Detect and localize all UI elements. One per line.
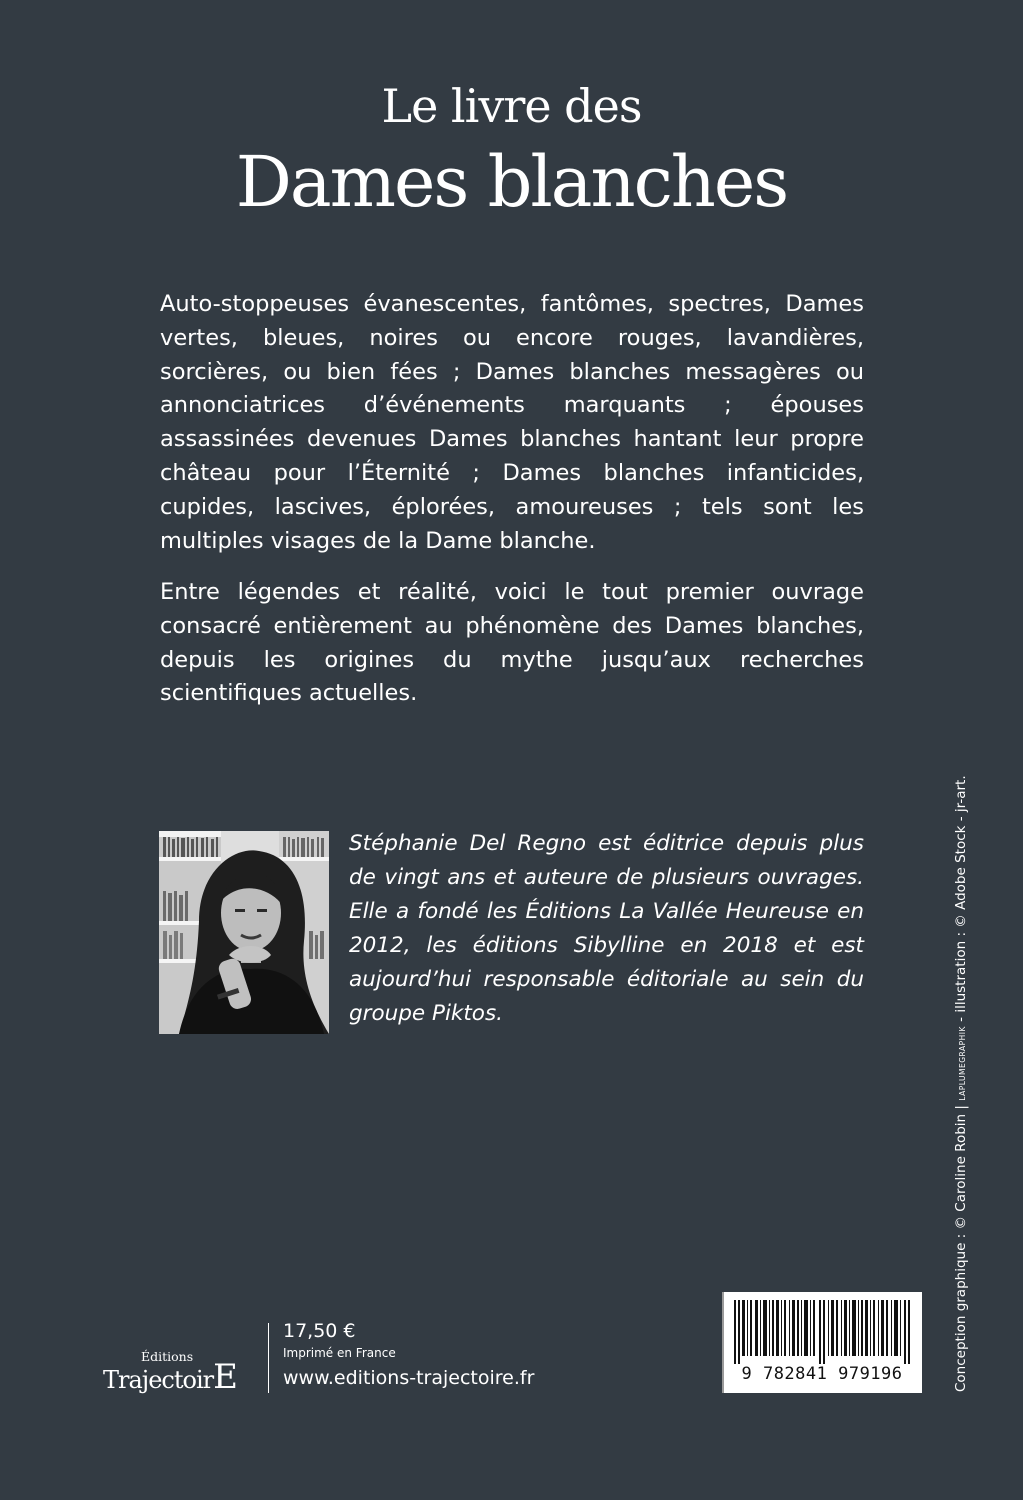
logo-wordmark-main: Trajectoir bbox=[103, 1366, 214, 1394]
logo-wordmark-end: E bbox=[213, 1357, 237, 1397]
publisher-website: www.editions-trajectoire.fr bbox=[283, 1367, 535, 1389]
author-photo bbox=[159, 831, 329, 1034]
price: 17,50 € bbox=[283, 1320, 356, 1342]
barcode-bars bbox=[734, 1300, 912, 1364]
credits-text-before: Conception graphique : © Caroline Robin | bbox=[953, 1100, 969, 1392]
logo-editions-label: Éditions bbox=[141, 1349, 194, 1364]
credits-studio: LAPLUMEGRAPHIK bbox=[958, 1026, 967, 1101]
credits-text-after: - illustration : © Adobe Stock - jr-art. bbox=[953, 775, 969, 1027]
blurb-paragraph-2: Entre légendes et réalité, voici le tout premier ouvrage consacré entièrement au phénomène des Dames blanches, depuis les origines du mythe jusqu’aux recherches scientifiques actuelles. bbox=[160, 579, 864, 707]
blurb-paragraph-1: Auto-stoppeuses évanescentes, fantômes, spectres, Dames vertes, bleues, noires ou encore rouges, lavandières, sorcières, ou bien fées ; Dames blanches messagères ou annonciatrices d’événements marquants ; épouses assassinées devenues Dames blanches hantant leur propre château pour l’Éternité ; Dames blanches infanticides, cupides, lascives, éplorées, amoureuses ; tels sont les multiples visages de la Dame blanche. bbox=[160, 291, 864, 554]
barcode bbox=[722, 1292, 922, 1393]
printed-in: Imprimé en France bbox=[283, 1346, 396, 1360]
isbn-number: 9 782841 979196 bbox=[741, 1364, 903, 1384]
design-credits bbox=[953, 752, 969, 1392]
logo-wordmark bbox=[103, 1357, 237, 1397]
book-title-line1: Le livre des bbox=[381, 79, 642, 133]
author-bio: Stéphanie Del Regno est éditrice depuis plus de vingt ans et auteure de plusieurs ouvrages. Elle a fondé les Éditions La Vallée Heureuse en 2012, les éditions Sibylline en 2018 et est aujourd’hui responsable éditoriale au sein du groupe Piktos. bbox=[349, 831, 864, 1026]
publisher-logo bbox=[100, 1345, 260, 1395]
footer-divider bbox=[268, 1323, 269, 1393]
book-title-line2: Dames blanches bbox=[235, 141, 788, 223]
